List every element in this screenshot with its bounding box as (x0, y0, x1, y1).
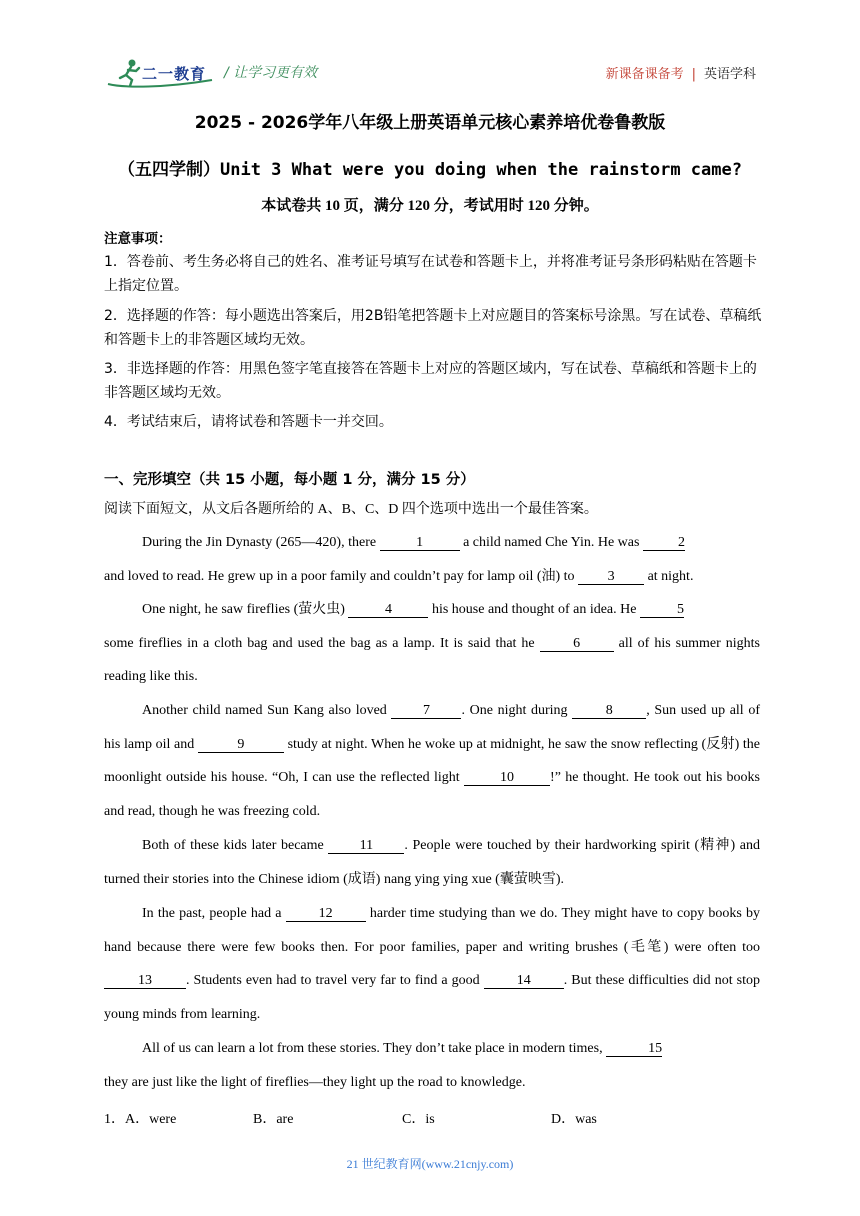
header-separator: | (691, 67, 696, 82)
footer-source: 21 世纪教育网(www.21cnjy.com) (346, 1157, 514, 1171)
blank-12: 12 (286, 906, 366, 922)
section-instruction: 阅读下面短文，从文后各题所给的 A、B、C、D 四个选项中选出一个最佳答案。 (104, 502, 598, 517)
passage-text: some fireflies in a cloth bag and used the bag as a lamp. It is said that he (104, 635, 540, 651)
passage-text: Another child named Sun Kang also loved (142, 703, 392, 718)
notice-item-4: 4．考试结束后，请将试卷和答题卡一并交回。 (104, 414, 393, 430)
header-slogan: / 让学习更有效 (224, 65, 318, 81)
exam-title-line2: （五四学制）Unit 3 What were you doing when the rainstorm came? (118, 160, 742, 180)
question-1 (104, 1108, 176, 1128)
exam-title-line1: 2025 - 2026学年八年级上册英语单元核心素养培优卷鲁教版 (194, 113, 666, 133)
blank-1: 1 (380, 535, 460, 551)
notice-heading: 注意事项： (104, 231, 172, 247)
blank-11: 11 (328, 838, 404, 854)
blank-2: 2 (643, 535, 685, 551)
passage-text: his house and thought of an idea. He (428, 602, 640, 617)
blank-13: 13 (104, 973, 186, 989)
passage-paragraph-4 (104, 829, 760, 896)
blank-9: 9 (198, 737, 284, 753)
option-b: B．are (253, 1112, 294, 1127)
option-c: C．is (402, 1112, 435, 1127)
passage-text: . People were touched by their hardworking spirit (精神) and turned their stories into the Chinese idiom (成语) nang ying ying xue (囊萤映雪). (104, 838, 760, 887)
blank-4: 4 (348, 602, 428, 618)
passage-text: , Sun used up all of his lamp oil and (104, 703, 761, 752)
option-a: A．were (125, 1112, 177, 1127)
passage-text: study at night. When he woke up at midnight, he saw the snow reflecting (反射) the moonlight outside his house. “Oh, I can use the reflected light (104, 736, 761, 786)
passage-text: they are just like the light of fireflies—they light up the road to knowledge. (104, 1074, 526, 1090)
passage-text: Both of these kids later became (142, 838, 329, 853)
passage-paragraph-2 (104, 593, 760, 694)
passage-text: . But these difficulties did not stop young minds from learning. (104, 973, 760, 1022)
passage-paragraph-1 (104, 526, 760, 593)
passage-text: and loved to read. He grew up in a poor family and couldn’t pay for lamp oil (油) to (104, 568, 579, 584)
section-heading: 一、完形填空（共 15 小题，每小题 1 分，满分 15 分） (104, 472, 475, 488)
blank-5: 5 (640, 602, 684, 618)
blank-7: 7 (391, 703, 461, 719)
passage-text: !” he thought. He took out his books and read, though he was freezing cold. (104, 770, 760, 819)
passage-paragraph-3 (104, 694, 760, 828)
passage-text: . Students even had to travel very far to find a good (186, 973, 484, 989)
blank-15: 15 (606, 1041, 662, 1057)
option-d: D．was (551, 1112, 597, 1127)
blank-3: 3 (578, 569, 644, 585)
passage-text: In the past, people had a (142, 906, 286, 921)
passage-paragraph-5 (104, 897, 760, 1031)
notice-item-2: 2．选择题的作答：每小题选出答案后，用2B铅笔把答题卡上对应题目的答案标号涂黑。写在试卷、草稿纸和答题卡上的非答题区域均无效。 (104, 308, 762, 348)
passage-text: All of us can learn a lot from these stories. They don’t take place in modern times, (142, 1041, 607, 1056)
passage-paragraph-6 (104, 1032, 760, 1099)
notice-item-3: 3．非选择题的作答：用黑色签字笔直接答在答题卡上对应的答题区域内，写在试卷、草稿纸和答题卡上的非答题区域均无效。 (104, 361, 757, 401)
passage-text: at night. (644, 568, 694, 584)
passage-text: One night, he saw fireflies (萤火虫) (142, 602, 349, 617)
logo-text: 二一教育 (142, 65, 207, 83)
blank-8: 8 (572, 703, 646, 719)
blank-6: 6 (540, 636, 614, 652)
notice-item-1: 1．答卷前、考生务必将自己的姓名、准考证号填写在试卷和答题卡上，并将准考证号条形码粘贴在答题卡上指定位置。 (104, 254, 757, 294)
header-subject: 英语学科 (703, 67, 756, 82)
passage-text: . One night during (461, 703, 573, 718)
passage-text: During the Jin Dynasty (265—420), there (142, 535, 380, 550)
passage-text: harder time studying than we do. They might have to copy books by hand because there were few books then. For poor families, paper and writing brushes (毛笔) were often too (104, 906, 761, 955)
header-right (606, 63, 756, 82)
blank-14: 14 (484, 973, 564, 989)
passage-text: all of his summer nights reading like this. (104, 635, 760, 685)
header-course-label: 新课备课备考 (605, 67, 684, 82)
blank-10: 10 (464, 770, 550, 786)
exam-subtitle: 本试卷共 10 页，满分 120 分，考试用时 120 分钟。 (261, 198, 599, 214)
question-number: 1． (104, 1112, 125, 1127)
passage-text: a child named Che Yin. He was (459, 535, 643, 550)
